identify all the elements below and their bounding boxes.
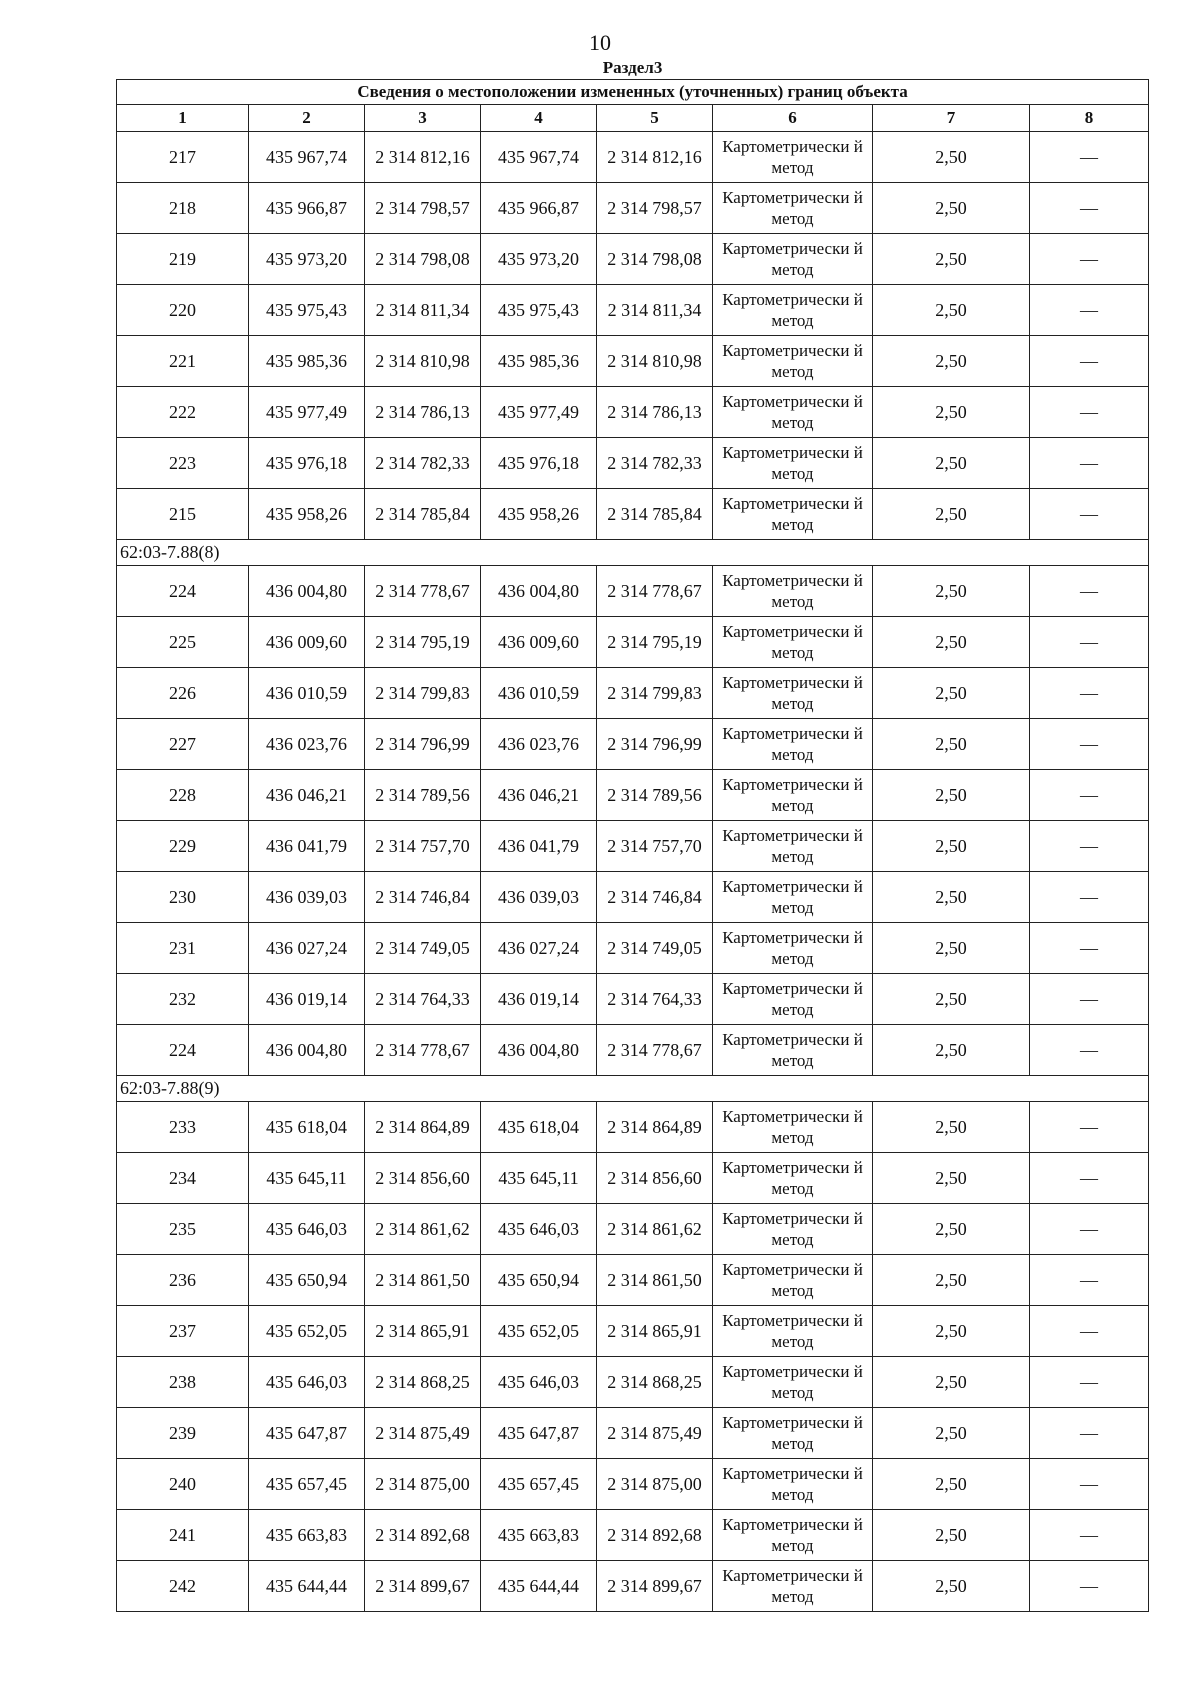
description-cell: — [1030,1255,1149,1306]
point-number-cell: 229 [117,821,249,872]
x-existing-cell: 435 967,74 [249,132,365,183]
description-cell: — [1030,1204,1149,1255]
description-cell: — [1030,1102,1149,1153]
description-cell: — [1030,566,1149,617]
y-existing-cell: 2 314 861,62 [365,1204,481,1255]
y-existing-cell: 2 314 778,67 [365,566,481,617]
y-existing-cell: 2 314 799,83 [365,668,481,719]
x-existing-cell: 435 975,43 [249,285,365,336]
description-cell: — [1030,719,1149,770]
table-row [117,438,1149,489]
y-existing-cell: 2 314 789,56 [365,770,481,821]
method-cell: Картометрически й метод [713,1255,873,1306]
y-existing-cell: 2 314 864,89 [365,1102,481,1153]
y-existing-cell: 2 314 865,91 [365,1306,481,1357]
table-row [117,285,1149,336]
y-existing-cell: 2 314 785,84 [365,489,481,540]
accuracy-cell: 2,50 [873,1408,1030,1459]
point-number-cell: 235 [117,1204,249,1255]
y-refined-cell: 2 314 868,25 [597,1357,713,1408]
x-existing-cell: 435 644,44 [249,1561,365,1612]
x-existing-cell: 435 618,04 [249,1102,365,1153]
y-refined-cell: 2 314 746,84 [597,872,713,923]
y-refined-cell: 2 314 786,13 [597,387,713,438]
column-header: 2 [249,105,365,132]
x-refined-cell: 436 027,24 [481,923,597,974]
point-number-cell: 226 [117,668,249,719]
x-existing-cell: 435 958,26 [249,489,365,540]
method-cell: Картометрически й метод [713,1102,873,1153]
description-cell: — [1030,1408,1149,1459]
method-cell: Картометрически й метод [713,1459,873,1510]
table-row [117,183,1149,234]
point-number-cell: 238 [117,1357,249,1408]
y-refined-cell: 2 314 875,00 [597,1459,713,1510]
x-existing-cell: 436 009,60 [249,617,365,668]
description-cell: — [1030,438,1149,489]
accuracy-cell: 2,50 [873,923,1030,974]
table-row [117,234,1149,285]
accuracy-cell: 2,50 [873,1204,1030,1255]
x-existing-cell: 435 985,36 [249,336,365,387]
y-refined-cell: 2 314 899,67 [597,1561,713,1612]
table-row [117,1306,1149,1357]
x-refined-cell: 435 966,87 [481,183,597,234]
method-cell: Картометрически й метод [713,183,873,234]
y-refined-cell: 2 314 810,98 [597,336,713,387]
point-number-cell: 227 [117,719,249,770]
point-number-cell: 224 [117,1025,249,1076]
table-caption-row [117,80,1149,105]
table-row [117,872,1149,923]
accuracy-cell: 2,50 [873,668,1030,719]
y-refined-cell: 2 314 865,91 [597,1306,713,1357]
x-existing-cell: 436 023,76 [249,719,365,770]
x-refined-cell: 435 644,44 [481,1561,597,1612]
contour-group-row [117,1076,1149,1102]
description-cell: — [1030,285,1149,336]
y-refined-cell: 2 314 782,33 [597,438,713,489]
method-cell: Картометрически й метод [713,668,873,719]
section-title: Раздел3 [602,58,663,77]
accuracy-cell: 2,50 [873,566,1030,617]
accuracy-cell: 2,50 [873,489,1030,540]
description-cell: — [1030,668,1149,719]
x-existing-cell: 436 027,24 [249,923,365,974]
table-row [117,1102,1149,1153]
point-number-cell: 240 [117,1459,249,1510]
accuracy-cell: 2,50 [873,132,1030,183]
y-refined-cell: 2 314 795,19 [597,617,713,668]
x-existing-cell: 436 046,21 [249,770,365,821]
y-refined-cell: 2 314 856,60 [597,1153,713,1204]
y-existing-cell: 2 314 810,98 [365,336,481,387]
table-row [117,974,1149,1025]
y-refined-cell: 2 314 778,67 [597,566,713,617]
point-number-cell: 230 [117,872,249,923]
accuracy-cell: 2,50 [873,974,1030,1025]
column-header: 1 [117,105,249,132]
x-existing-cell: 436 004,80 [249,566,365,617]
y-refined-cell: 2 314 864,89 [597,1102,713,1153]
x-existing-cell: 435 663,83 [249,1510,365,1561]
column-header: 3 [365,105,481,132]
x-refined-cell: 435 958,26 [481,489,597,540]
x-refined-cell: 436 004,80 [481,566,597,617]
table-row [117,387,1149,438]
y-existing-cell: 2 314 749,05 [365,923,481,974]
column-header: 7 [873,105,1030,132]
table-caption: Сведения о местоположении измененных (уточненных) границ объекта [117,80,1149,105]
y-existing-cell: 2 314 757,70 [365,821,481,872]
accuracy-cell: 2,50 [873,1561,1030,1612]
y-refined-cell: 2 314 892,68 [597,1510,713,1561]
y-existing-cell: 2 314 796,99 [365,719,481,770]
table-row [117,1357,1149,1408]
accuracy-cell: 2,50 [873,821,1030,872]
method-cell: Картометрически й метод [713,132,873,183]
section-title-row [117,57,1149,80]
y-existing-cell: 2 314 764,33 [365,974,481,1025]
x-refined-cell: 436 041,79 [481,821,597,872]
contour-label: 62:03-7.88(9) [117,1076,1149,1102]
y-existing-cell: 2 314 892,68 [365,1510,481,1561]
point-number-cell: 223 [117,438,249,489]
table-row [117,923,1149,974]
x-existing-cell: 435 652,05 [249,1306,365,1357]
point-number-cell: 222 [117,387,249,438]
accuracy-cell: 2,50 [873,1102,1030,1153]
y-existing-cell: 2 314 795,19 [365,617,481,668]
x-existing-cell: 436 010,59 [249,668,365,719]
x-existing-cell: 435 645,11 [249,1153,365,1204]
accuracy-cell: 2,50 [873,336,1030,387]
description-cell: — [1030,336,1149,387]
table-row [117,1561,1149,1612]
y-refined-cell: 2 314 798,57 [597,183,713,234]
description-cell: — [1030,872,1149,923]
method-cell: Картометрически й метод [713,1153,873,1204]
description-cell: — [1030,183,1149,234]
description-cell: — [1030,387,1149,438]
method-cell: Картометрически й метод [713,1306,873,1357]
method-cell: Картометрически й метод [713,234,873,285]
y-existing-cell: 2 314 811,34 [365,285,481,336]
method-cell: Картометрически й метод [713,872,873,923]
y-refined-cell: 2 314 875,49 [597,1408,713,1459]
point-number-cell: 242 [117,1561,249,1612]
point-number-cell: 215 [117,489,249,540]
y-refined-cell: 2 314 785,84 [597,489,713,540]
table-row [117,1408,1149,1459]
x-refined-cell: 435 650,94 [481,1255,597,1306]
point-number-cell: 231 [117,923,249,974]
y-refined-cell: 2 314 764,33 [597,974,713,1025]
accuracy-cell: 2,50 [873,1153,1030,1204]
table-body [117,132,1149,1612]
method-cell: Картометрически й метод [713,336,873,387]
accuracy-cell: 2,50 [873,1255,1030,1306]
table-row [117,1459,1149,1510]
description-cell: — [1030,770,1149,821]
method-cell: Картометрически й метод [713,617,873,668]
contour-group-row [117,540,1149,566]
table-row [117,770,1149,821]
x-refined-cell: 435 985,36 [481,336,597,387]
y-refined-cell: 2 314 789,56 [597,770,713,821]
method-cell: Картометрически й метод [713,1357,873,1408]
method-cell: Картометрически й метод [713,923,873,974]
table-row [117,132,1149,183]
column-header: 8 [1030,105,1149,132]
x-refined-cell: 435 647,87 [481,1408,597,1459]
x-refined-cell: 435 663,83 [481,1510,597,1561]
point-number-cell: 228 [117,770,249,821]
description-cell: — [1030,1357,1149,1408]
point-number-cell: 224 [117,566,249,617]
y-existing-cell: 2 314 875,00 [365,1459,481,1510]
point-number-cell: 241 [117,1510,249,1561]
boundary-coordinates-table [116,57,1149,1612]
method-cell: Картометрически й метод [713,1025,873,1076]
column-header: 5 [597,105,713,132]
x-existing-cell: 435 657,45 [249,1459,365,1510]
x-refined-cell: 435 657,45 [481,1459,597,1510]
x-existing-cell: 436 041,79 [249,821,365,872]
x-refined-cell: 436 019,14 [481,974,597,1025]
description-cell: — [1030,1153,1149,1204]
table-row [117,1204,1149,1255]
description-cell: — [1030,1025,1149,1076]
point-number-cell: 239 [117,1408,249,1459]
y-refined-cell: 2 314 811,34 [597,285,713,336]
point-number-cell: 234 [117,1153,249,1204]
x-existing-cell: 435 966,87 [249,183,365,234]
accuracy-cell: 2,50 [873,719,1030,770]
contour-label: 62:03-7.88(8) [117,540,1149,566]
accuracy-cell: 2,50 [873,1510,1030,1561]
method-cell: Картометрически й метод [713,1408,873,1459]
point-number-cell: 220 [117,285,249,336]
page-number: 10 [589,30,611,55]
x-existing-cell: 435 973,20 [249,234,365,285]
x-existing-cell: 436 039,03 [249,872,365,923]
table-row [117,719,1149,770]
y-existing-cell: 2 314 861,50 [365,1255,481,1306]
method-cell: Картометрически й метод [713,566,873,617]
description-cell: — [1030,234,1149,285]
description-cell: — [1030,1561,1149,1612]
x-refined-cell: 435 646,03 [481,1204,597,1255]
y-existing-cell: 2 314 868,25 [365,1357,481,1408]
x-existing-cell: 436 004,80 [249,1025,365,1076]
method-cell: Картометрически й метод [713,770,873,821]
x-refined-cell: 436 039,03 [481,872,597,923]
y-refined-cell: 2 314 757,70 [597,821,713,872]
point-number-cell: 217 [117,132,249,183]
y-existing-cell: 2 314 778,67 [365,1025,481,1076]
method-cell: Картометрически й метод [713,387,873,438]
description-cell: — [1030,1459,1149,1510]
x-refined-cell: 436 023,76 [481,719,597,770]
description-cell: — [1030,1510,1149,1561]
y-refined-cell: 2 314 861,62 [597,1204,713,1255]
description-cell: — [1030,821,1149,872]
y-refined-cell: 2 314 749,05 [597,923,713,974]
method-cell: Картометрически й метод [713,974,873,1025]
y-existing-cell: 2 314 856,60 [365,1153,481,1204]
accuracy-cell: 2,50 [873,285,1030,336]
accuracy-cell: 2,50 [873,1306,1030,1357]
x-existing-cell: 435 646,03 [249,1204,365,1255]
x-refined-cell: 435 973,20 [481,234,597,285]
x-refined-cell: 435 977,49 [481,387,597,438]
y-refined-cell: 2 314 798,08 [597,234,713,285]
y-existing-cell: 2 314 798,08 [365,234,481,285]
accuracy-cell: 2,50 [873,617,1030,668]
y-existing-cell: 2 314 746,84 [365,872,481,923]
table-row [117,566,1149,617]
x-refined-cell: 435 618,04 [481,1102,597,1153]
description-cell: — [1030,489,1149,540]
x-refined-cell: 435 976,18 [481,438,597,489]
description-cell: — [1030,923,1149,974]
y-existing-cell: 2 314 786,13 [365,387,481,438]
y-refined-cell: 2 314 861,50 [597,1255,713,1306]
table-row [117,668,1149,719]
y-refined-cell: 2 314 778,67 [597,1025,713,1076]
table-row [117,1510,1149,1561]
y-refined-cell: 2 314 799,83 [597,668,713,719]
x-refined-cell: 436 046,21 [481,770,597,821]
method-cell: Картометрически й метод [713,719,873,770]
point-number-cell: 237 [117,1306,249,1357]
method-cell: Картометрически й метод [713,489,873,540]
x-existing-cell: 435 647,87 [249,1408,365,1459]
description-cell: — [1030,617,1149,668]
method-cell: Картометрически й метод [713,1510,873,1561]
point-number-cell: 232 [117,974,249,1025]
x-existing-cell: 435 646,03 [249,1357,365,1408]
accuracy-cell: 2,50 [873,1459,1030,1510]
x-refined-cell: 435 652,05 [481,1306,597,1357]
accuracy-cell: 2,50 [873,872,1030,923]
table-row [117,617,1149,668]
table-row [117,489,1149,540]
point-number-cell: 236 [117,1255,249,1306]
description-cell: — [1030,974,1149,1025]
accuracy-cell: 2,50 [873,438,1030,489]
description-cell: — [1030,132,1149,183]
x-refined-cell: 435 646,03 [481,1357,597,1408]
method-cell: Картометрически й метод [713,1561,873,1612]
point-number-cell: 233 [117,1102,249,1153]
table-row [117,1255,1149,1306]
accuracy-cell: 2,50 [873,387,1030,438]
x-existing-cell: 436 019,14 [249,974,365,1025]
x-refined-cell: 436 009,60 [481,617,597,668]
method-cell: Картометрически й метод [713,1204,873,1255]
accuracy-cell: 2,50 [873,770,1030,821]
y-existing-cell: 2 314 875,49 [365,1408,481,1459]
x-refined-cell: 435 645,11 [481,1153,597,1204]
accuracy-cell: 2,50 [873,183,1030,234]
point-number-cell: 221 [117,336,249,387]
method-cell: Картометрически й метод [713,438,873,489]
x-refined-cell: 436 004,80 [481,1025,597,1076]
y-refined-cell: 2 314 812,16 [597,132,713,183]
y-refined-cell: 2 314 796,99 [597,719,713,770]
table-row [117,1025,1149,1076]
accuracy-cell: 2,50 [873,1357,1030,1408]
point-number-cell: 225 [117,617,249,668]
point-number-cell: 218 [117,183,249,234]
column-header: 4 [481,105,597,132]
point-number-cell: 219 [117,234,249,285]
accuracy-cell: 2,50 [873,1025,1030,1076]
x-refined-cell: 435 975,43 [481,285,597,336]
table-row [117,336,1149,387]
y-existing-cell: 2 314 798,57 [365,183,481,234]
method-cell: Картометрически й метод [713,285,873,336]
x-existing-cell: 435 976,18 [249,438,365,489]
x-existing-cell: 435 977,49 [249,387,365,438]
y-existing-cell: 2 314 812,16 [365,132,481,183]
y-existing-cell: 2 314 782,33 [365,438,481,489]
x-refined-cell: 436 010,59 [481,668,597,719]
table-row [117,1153,1149,1204]
column-number-header-row [117,105,1149,132]
description-cell: — [1030,1306,1149,1357]
y-existing-cell: 2 314 899,67 [365,1561,481,1612]
column-header: 6 [713,105,873,132]
x-refined-cell: 435 967,74 [481,132,597,183]
table-row [117,821,1149,872]
x-existing-cell: 435 650,94 [249,1255,365,1306]
method-cell: Картометрически й метод [713,821,873,872]
accuracy-cell: 2,50 [873,234,1030,285]
